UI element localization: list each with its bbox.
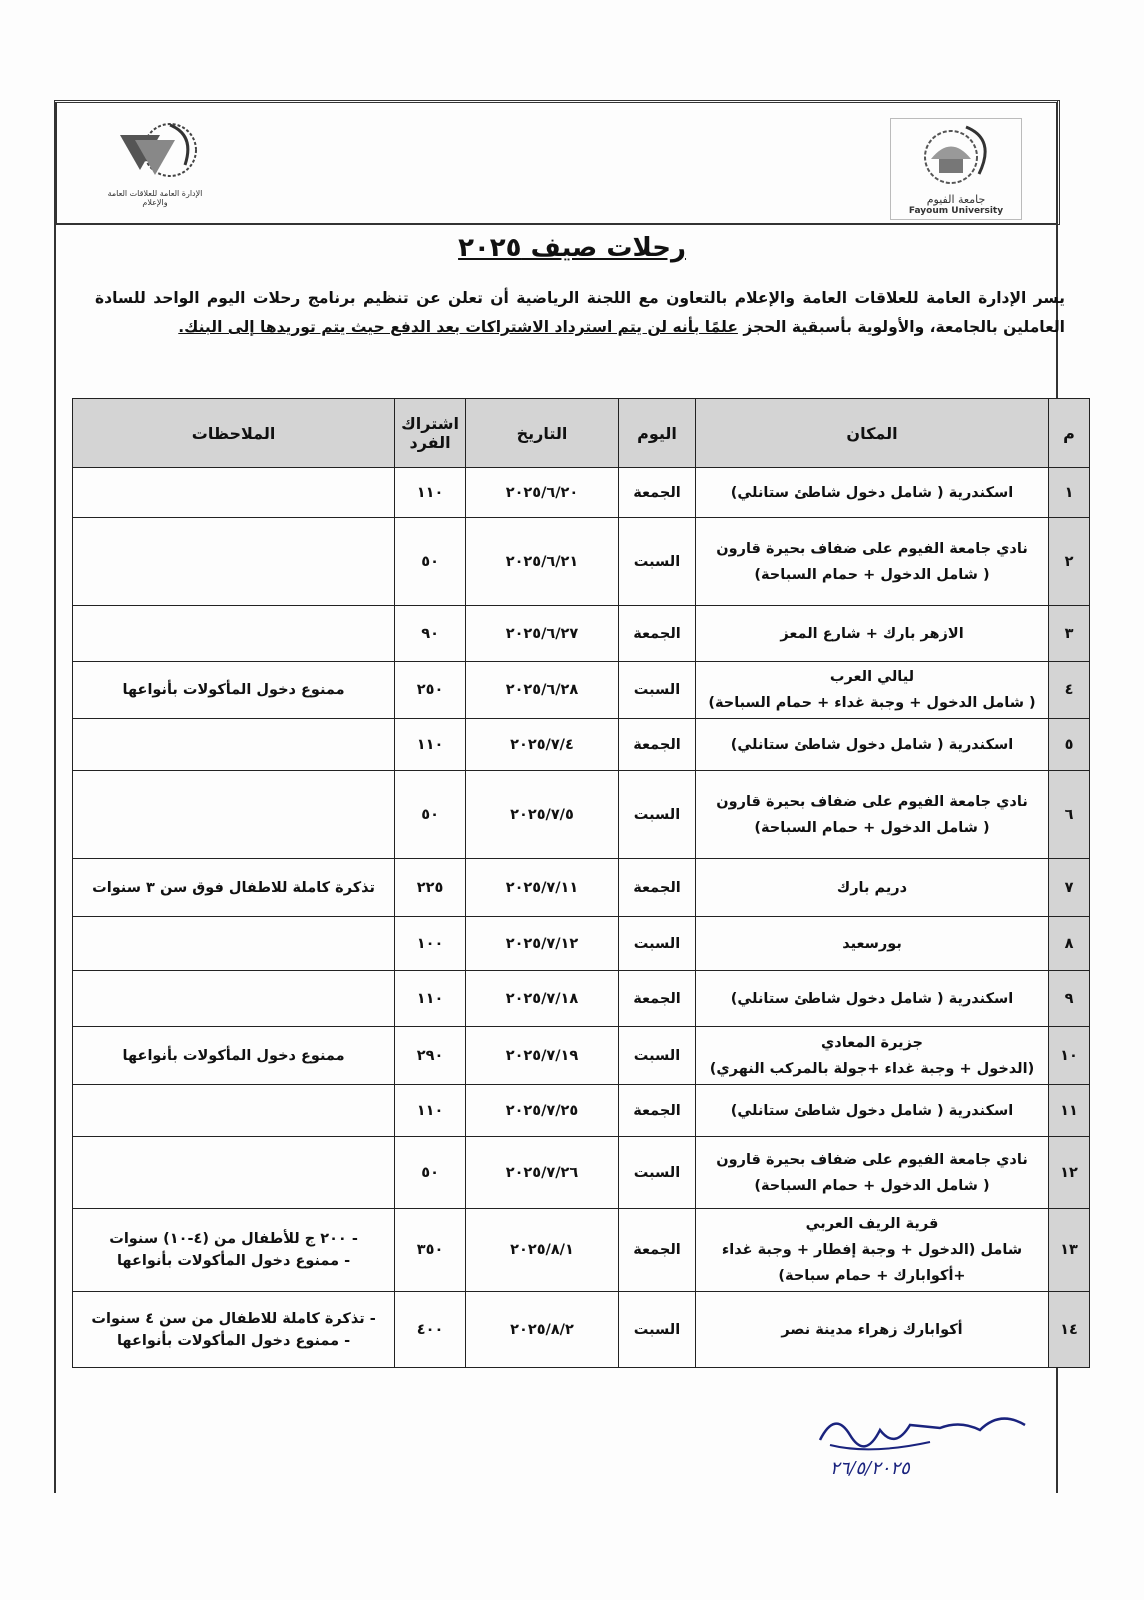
row-date: ٢٠٢٥/٧/٢٥ <box>466 1085 619 1137</box>
row-place: أكوابارك زهراء مدينة نصر <box>696 1292 1049 1368</box>
row-number: ٤ <box>1049 662 1090 719</box>
row-day: الجمعة <box>619 719 696 771</box>
university-emblem-icon <box>891 119 1021 189</box>
row-notes <box>73 606 395 662</box>
header-num: م <box>1049 399 1090 468</box>
row-date: ٢٠٢٥/٧/٥ <box>466 771 619 859</box>
row-date: ٢٠٢٥/٦/٢٠ <box>466 468 619 518</box>
row-fee: ١١٠ <box>395 1085 466 1137</box>
row-notes <box>73 771 395 859</box>
table-row <box>73 1292 1090 1368</box>
row-number: ٧ <box>1049 859 1090 917</box>
table-row <box>73 1027 1090 1085</box>
row-place: جزيرة المعادي (الدخول + وجبة غداء +جولة بالمركب النهري) <box>696 1027 1049 1085</box>
header-notes: الملاحظات <box>73 399 395 468</box>
intro-part2: علمًا بأنه لن يتم استرداد الاشتراكات بعد الدفع حيث يتم توريدها إلى البنك. <box>178 318 738 336</box>
row-date: ٢٠٢٥/٨/٢ <box>466 1292 619 1368</box>
row-day: السبت <box>619 771 696 859</box>
header-date: التاريخ <box>466 399 619 468</box>
row-date: ٢٠٢٥/٧/٢٦ <box>466 1137 619 1209</box>
row-number: ٦ <box>1049 771 1090 859</box>
table-row <box>73 1085 1090 1137</box>
row-place: نادي جامعة الفيوم على ضفاف بحيرة قارون ( شامل الدخول + حمام السباحة) <box>696 518 1049 606</box>
row-fee: ٢٩٠ <box>395 1027 466 1085</box>
row-notes: - تذكرة كاملة للاطفال من سن ٤ سنوات - ممنوع دخول المأكولات بأنواعها <box>73 1292 395 1368</box>
row-day: السبت <box>619 917 696 971</box>
row-place: الازهر بارك + شارع المعز <box>696 606 1049 662</box>
row-day: الجمعة <box>619 1085 696 1137</box>
document-title: رحلات صيف ٢٠٢٥ <box>458 233 686 263</box>
row-place: ليالي العرب ( شامل الدخول + وجبة غداء + حمام السباحة) <box>696 662 1049 719</box>
row-number: ١٣ <box>1049 1209 1090 1292</box>
row-fee: ٥٠ <box>395 518 466 606</box>
row-place: نادي جامعة الفيوم على ضفاف بحيرة قارون ( شامل الدخول + حمام السباحة) <box>696 771 1049 859</box>
row-day: السبت <box>619 662 696 719</box>
university-name-en: Fayoum University <box>908 206 1004 216</box>
table-row <box>73 917 1090 971</box>
table-row <box>73 719 1090 771</box>
row-place: اسكندرية ( شامل دخول شاطئ ستانلي) <box>696 1085 1049 1137</box>
header-place: المكان <box>696 399 1049 468</box>
row-day: السبت <box>619 1027 696 1085</box>
row-notes: ممنوع دخول المأكولات بأنواعها <box>73 1027 395 1085</box>
row-number: ١٠ <box>1049 1027 1090 1085</box>
table-row <box>73 1209 1090 1292</box>
intro-part1: يسر الإدارة العامة للعلاقات العامة والإعلام بالتعاون مع اللجنة الرياضية أن تعلن عن تنظيم برنامج رحلات اليوم الواحد للسادة العاملين بالجامعة، والأولوية بأسبقية الحجز <box>95 289 1065 336</box>
row-place: بورسعيد <box>696 917 1049 971</box>
row-day: الجمعة <box>619 606 696 662</box>
row-fee: ٥٠ <box>395 771 466 859</box>
row-day: الجمعة <box>619 1209 696 1292</box>
table-row <box>73 662 1090 719</box>
row-notes <box>73 1137 395 1209</box>
row-fee: ٢٢٥ <box>395 859 466 917</box>
row-day: السبت <box>619 1137 696 1209</box>
row-place: قرية الريف العربي شامل (الدخول + وجبة إفطار + وجبة غداء +أكوابارك + حمام سباحة) <box>696 1209 1049 1292</box>
table-row <box>73 468 1090 518</box>
trips-table <box>72 398 1090 1368</box>
table-row <box>73 1137 1090 1209</box>
row-place: اسكندرية ( شامل دخول شاطئ ستانلي) <box>696 468 1049 518</box>
row-place: دريم بارك <box>696 859 1049 917</box>
row-notes <box>73 518 395 606</box>
row-day: الجمعة <box>619 971 696 1027</box>
header-day: اليوم <box>619 399 696 468</box>
university-name-ar: جامعة الفيوم <box>926 193 986 206</box>
row-date: ٢٠٢٥/٦/٢٨ <box>466 662 619 719</box>
row-fee: ٣٥٠ <box>395 1209 466 1292</box>
row-date: ٢٠٢٥/٧/١١ <box>466 859 619 917</box>
table-row <box>73 771 1090 859</box>
signature-date: ٢٦/٥/٢٠٢٥ <box>830 1458 910 1479</box>
row-place: اسكندرية ( شامل دخول شاطئ ستانلي) <box>696 719 1049 771</box>
row-number: ٨ <box>1049 917 1090 971</box>
row-fee: ٥٠ <box>395 1137 466 1209</box>
table-header-row <box>73 399 1090 468</box>
row-day: الجمعة <box>619 859 696 917</box>
row-notes <box>73 971 395 1027</box>
row-number: ١ <box>1049 468 1090 518</box>
row-date: ٢٠٢٥/٧/١٨ <box>466 971 619 1027</box>
pr-logo-caption: الإدارة العامة للعلاقات العامة والإعلام <box>107 189 203 207</box>
fayoum-university-logo <box>890 118 1022 220</box>
row-notes <box>73 468 395 518</box>
row-number: ٣ <box>1049 606 1090 662</box>
table-row <box>73 859 1090 917</box>
row-fee: ٩٠ <box>395 606 466 662</box>
row-fee: ١١٠ <box>395 971 466 1027</box>
row-notes <box>73 719 395 771</box>
pr-logo-icon <box>100 115 210 185</box>
table-row <box>73 971 1090 1027</box>
table-row <box>73 518 1090 606</box>
row-fee: ١١٠ <box>395 468 466 518</box>
row-number: ١٤ <box>1049 1292 1090 1368</box>
row-date: ٢٠٢٥/٧/١٢ <box>466 917 619 971</box>
row-number: ٢ <box>1049 518 1090 606</box>
table-row <box>73 606 1090 662</box>
row-fee: ١٠٠ <box>395 917 466 971</box>
row-fee: ٤٠٠ <box>395 1292 466 1368</box>
row-number: ٩ <box>1049 971 1090 1027</box>
row-day: السبت <box>619 1292 696 1368</box>
row-notes: ممنوع دخول المأكولات بأنواعها <box>73 662 395 719</box>
row-notes <box>73 917 395 971</box>
row-day: السبت <box>619 518 696 606</box>
row-date: ٢٠٢٥/٧/١٩ <box>466 1027 619 1085</box>
row-date: ٢٠٢٥/٨/١ <box>466 1209 619 1292</box>
row-date: ٢٠٢٥/٧/٤ <box>466 719 619 771</box>
pr-department-logo <box>100 115 210 207</box>
row-notes <box>73 1085 395 1137</box>
row-notes: تذكرة كاملة للاطفال فوق سن ٣ سنوات <box>73 859 395 917</box>
row-place: نادي جامعة الفيوم على ضفاف بحيرة قارون ( شامل الدخول + حمام السباحة) <box>696 1137 1049 1209</box>
row-fee: ٢٥٠ <box>395 662 466 719</box>
row-date: ٢٠٢٥/٦/٢١ <box>466 518 619 606</box>
header-fee: اشتراك الفرد <box>395 399 466 468</box>
row-day: الجمعة <box>619 468 696 518</box>
row-notes: - ٢٠٠ ج للأطفال من (٤-١٠) سنوات - ممنوع دخول المأكولات بأنواعها <box>73 1209 395 1292</box>
row-number: ١٢ <box>1049 1137 1090 1209</box>
row-number: ١١ <box>1049 1085 1090 1137</box>
row-place: اسكندرية ( شامل دخول شاطئ ستانلي) <box>696 971 1049 1027</box>
intro-paragraph <box>95 284 1065 342</box>
row-number: ٥ <box>1049 719 1090 771</box>
row-fee: ١١٠ <box>395 719 466 771</box>
row-date: ٢٠٢٥/٦/٢٧ <box>466 606 619 662</box>
